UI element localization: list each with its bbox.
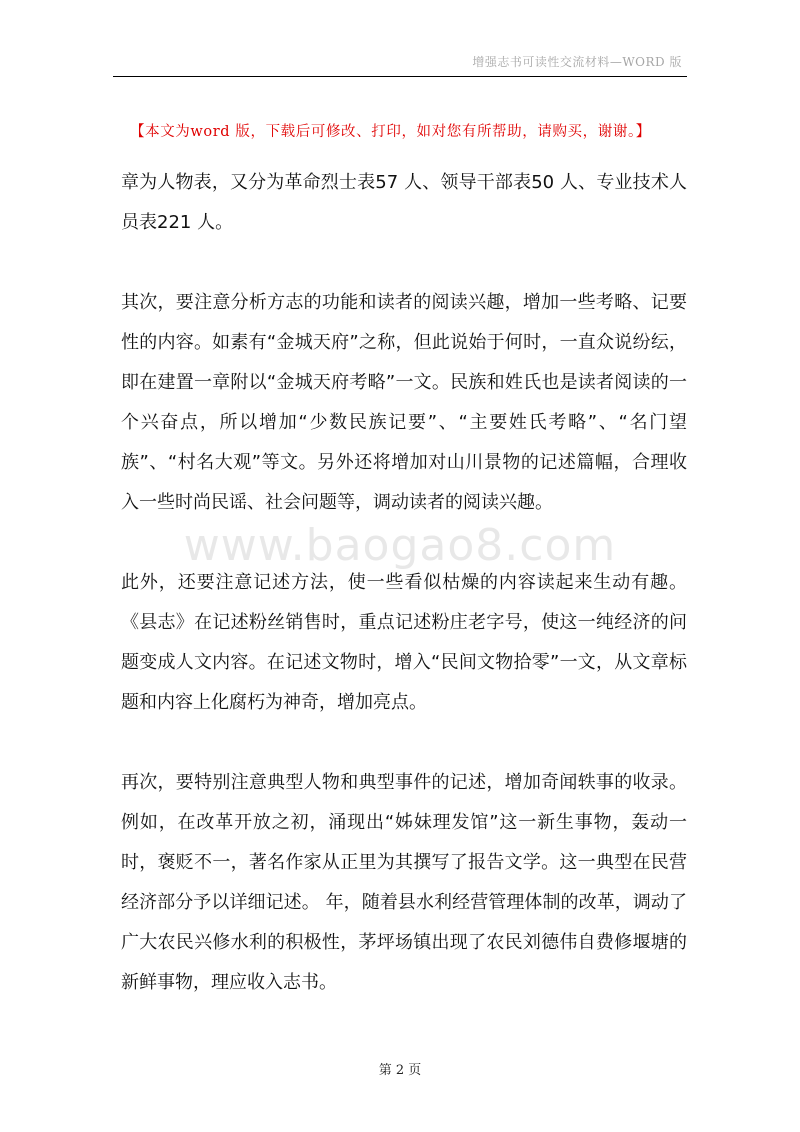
paragraph-1: 章为人物表，又分为革命烈士表57 人、领导干部表50 人、专业技术人员表221 人。: [121, 172, 687, 233]
header-title: 增强志书可读性交流材料—WORD 版: [472, 55, 682, 69]
header-divider: [113, 76, 687, 77]
document-body: [121, 163, 687, 1003]
purchase-notice: 【本文为word 版，下载后可修改、打印，如对您有所帮助，请购买，谢谢。】: [130, 124, 651, 140]
page-number: 第 2 页: [378, 1063, 422, 1078]
paragraph-2: 其次，要注意分析方志的功能和读者的阅读兴趣，增加一些考略、记要性的内容。如素有“金城天府”之称，但此说始于何时，一直众说纷纭，即在建置一章附以“金城天府考略”一文。民族和姓氏也是读者阅读的一个兴奋点，所以增加“少数民族记要”、“主要姓氏考略”、“名门望族”、“村名大观”等文。另外还将增加对山川景物的记述篇幅，合理收入一些时尚民谣、社会问题等，调动读者的阅读兴趣。: [121, 292, 687, 513]
paragraph-4: 再次，要特别注意典型人物和典型事件的记述，增加奇闻轶事的收录。例如，在改革开放之初，涌现出“姊妹理发馆”这一新生事物，轰动一时，褒贬不一，著名作家从正里为其撰写了报告文学。这一典型在民营经济部分予以详细记述。 年，随着县水利经营管理体制的改革，调动了广大农民兴修水利的积极性，茅坪场镇出现了农民刘德伟自费修堰塘的新鲜事物，理应收入志书。: [121, 772, 687, 993]
paragraph-3: 此外，还要注意记述方法，使一些看似枯燥的内容读起来生动有趣。《县志》在记述粉丝销售时，重点记述粉庄老字号，使这一纯经济的问题变成人文内容。在记述文物时，增入“民间文物拾零”一文，从文章标题和内容上化腐朽为神奇，增加亮点。: [121, 572, 687, 713]
watermark-text: www.baogao8.com: [183, 520, 617, 571]
